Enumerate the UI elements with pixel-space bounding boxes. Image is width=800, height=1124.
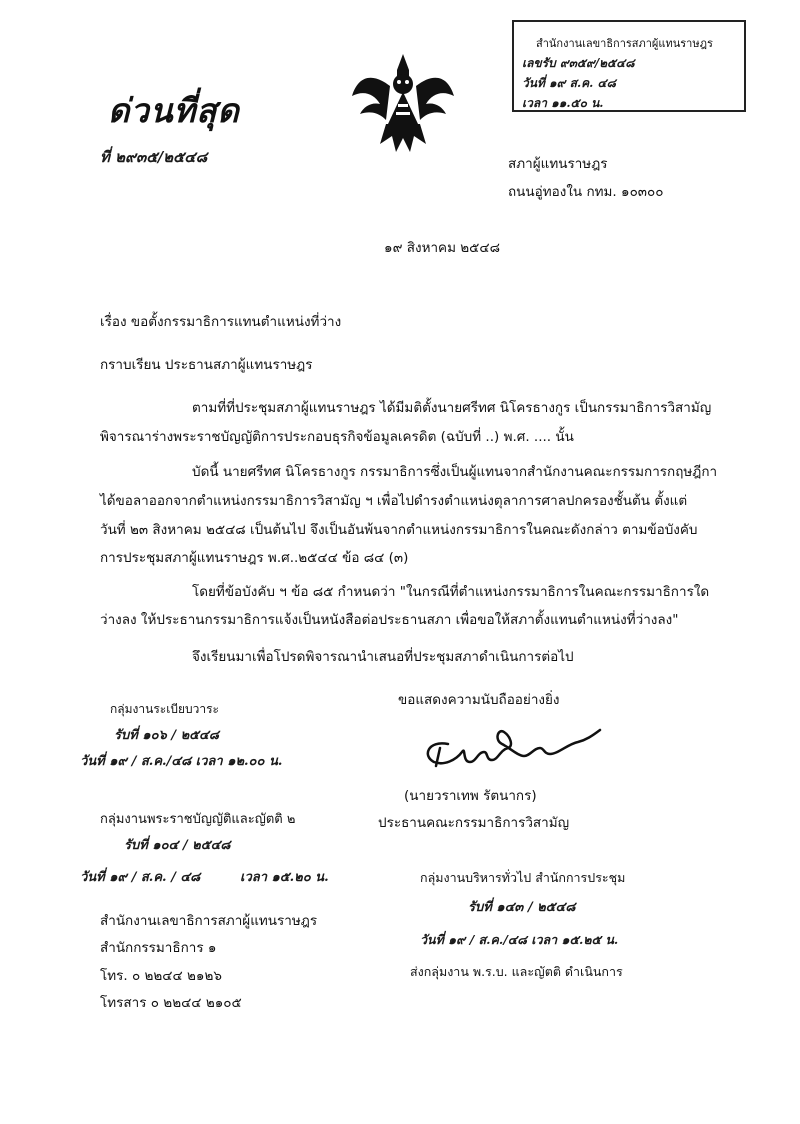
sender-address: ถนนอู่ทองใน กทม. ๑๐๓๐๐: [508, 184, 664, 200]
footer-fax: โทรสาร ๐ ๒๒๔๔ ๒๑๐๕: [100, 995, 242, 1011]
paragraph-1-line-2: พิจารณาร่างพระราชบัญญัติการประกอบธุรกิจข้อมูลเครดิต (ฉบับที่ ..) พ.ศ. .... นั้น: [100, 429, 574, 445]
paragraph-3-line-2: ว่างลง ให้ประธานกรรมาธิการแจ้งเป็นหนังสือต่อประธานสภา เพื่อขอให้สภาตั้งแทนตำแหน่งที่ว่างลง": [100, 612, 679, 628]
letter-subject: เรื่อง ขอตั้งกรรมาธิการแทนตำแหน่งที่ว่าง: [100, 314, 342, 330]
document-number: ที่ ๒๙๓๕/๒๕๔๘: [100, 148, 208, 166]
receipt-stamp: [512, 20, 746, 112]
letter-date: ๑๙ สิงหาคม ๒๕๔๘: [384, 240, 501, 256]
sender-organization: สภาผู้แทนราษฎร: [508, 156, 608, 172]
admin-stamp-number: รับที่ ๑๔๓ / ๒๕๔๘: [468, 900, 576, 915]
admin-stamp-title: กลุ่มงานบริหารทั่วไป สำนักการประชุม: [420, 870, 626, 885]
paragraph-4: จึงเรียนมาเพื่อโปรดพิจารณานำเสนอที่ประชุมสภาดำเนินการต่อไป: [192, 649, 574, 665]
receipt-stamp-date: วันที่ ๑๙ ส.ค. ๔๘: [522, 76, 616, 90]
legislation-stamp-date: วันที่ ๑๙ / ส.ค. / ๔๘: [80, 870, 201, 885]
paragraph-2-line-3: วันที่ ๒๓ สิงหาคม ๒๕๔๘ เป็นต้นไป จึงเป็นอันพ้นจากตำแหน่งกรรมาธิการในคณะดังกล่าว ตามข้อบังคับ: [100, 522, 698, 538]
registry-stamp-title: กลุ่มงานระเบียบวาระ: [110, 702, 219, 716]
letter-salutation: กราบเรียน ประธานสภาผู้แทนราษฎร: [100, 357, 313, 373]
paragraph-2-line-1: บัดนี้ นายศรีทศ นิโครธางกูร กรรมาธิการซึ่งเป็นผู้แทนจากสำนักงานคณะกรรมการกฤษฎีกา: [192, 464, 718, 480]
paragraph-1-line-1: ตามที่ที่ประชุมสภาผู้แทนราษฎร ได้มีมติตั้งนายศรีทศ นิโครธางกูร เป็นกรรมาธิการวิสามัญ: [192, 400, 712, 416]
signatory-position: ประธานคณะกรรมาธิการวิสามัญ: [378, 815, 570, 831]
registry-stamp-number: รับที่ ๑๐๖ / ๒๕๔๘: [114, 728, 219, 743]
paragraph-3-line-1: โดยที่ข้อบังคับ ฯ ข้อ ๘๕ กำหนดว่า "ในกรณีที่ตำแหน่งกรรมาธิการในคณะกรรมาธิการใด: [192, 584, 710, 600]
receipt-stamp-time: เวลา ๑๑.๕๐ น.: [522, 96, 604, 110]
legislation-stamp-number: รับที่ ๑๐๔ / ๒๕๔๘: [124, 838, 231, 853]
paragraph-2-line-2: ได้ขอลาออกจากตำแหน่งกรรมาธิการวิสามัญ ฯ เพื่อไปดำรงตำแหน่งตุลาการศาลปกครองชั้นต้น ตั้งแต่: [100, 493, 688, 509]
footer-bureau: สำนักกรรมาธิการ ๑: [100, 940, 217, 956]
registry-stamp-datetime: วันที่ ๑๙ / ส.ค./๔๘ เวลา ๑๒.๐๐ น.: [80, 754, 283, 769]
admin-stamp-forward: ส่งกลุ่มงาน พ.ร.บ. และญัตติ ดำเนินการ: [410, 964, 623, 979]
receipt-stamp-number: เลขรับ ๙๓๕๙/๒๕๔๘: [522, 56, 635, 70]
legislation-stamp-time: เวลา ๑๕.๒๐ น.: [240, 870, 329, 885]
urgency-label: ด่วนที่สุด: [108, 91, 240, 130]
signatory-name: (นายวราเทพ รัตนากร): [404, 788, 537, 804]
garuda-emblem-icon: [350, 52, 456, 158]
paragraph-2-line-4: การประชุมสภาผู้แทนราษฎร พ.ศ..๒๕๔๔ ข้อ ๘๔ (๓): [100, 550, 409, 566]
footer-office: สำนักงานเลขาธิการสภาผู้แทนราษฎร: [100, 913, 318, 929]
admin-stamp-datetime: วันที่ ๑๙ / ส.ค./๔๘ เวลา ๑๕.๒๕ น.: [420, 932, 619, 947]
signature-image: [418, 722, 608, 772]
footer-phone: โทร. ๐ ๒๒๔๔ ๒๑๒๖: [100, 968, 222, 984]
receipt-stamp-org: สำนักงานเลขาธิการสภาผู้แทนราษฎร: [536, 37, 713, 50]
closing-regards: ขอแสดงความนับถืออย่างยิ่ง: [398, 692, 560, 708]
legislation-stamp-title: กลุ่มงานพระราชบัญญัติและญัตติ ๒: [100, 812, 296, 827]
